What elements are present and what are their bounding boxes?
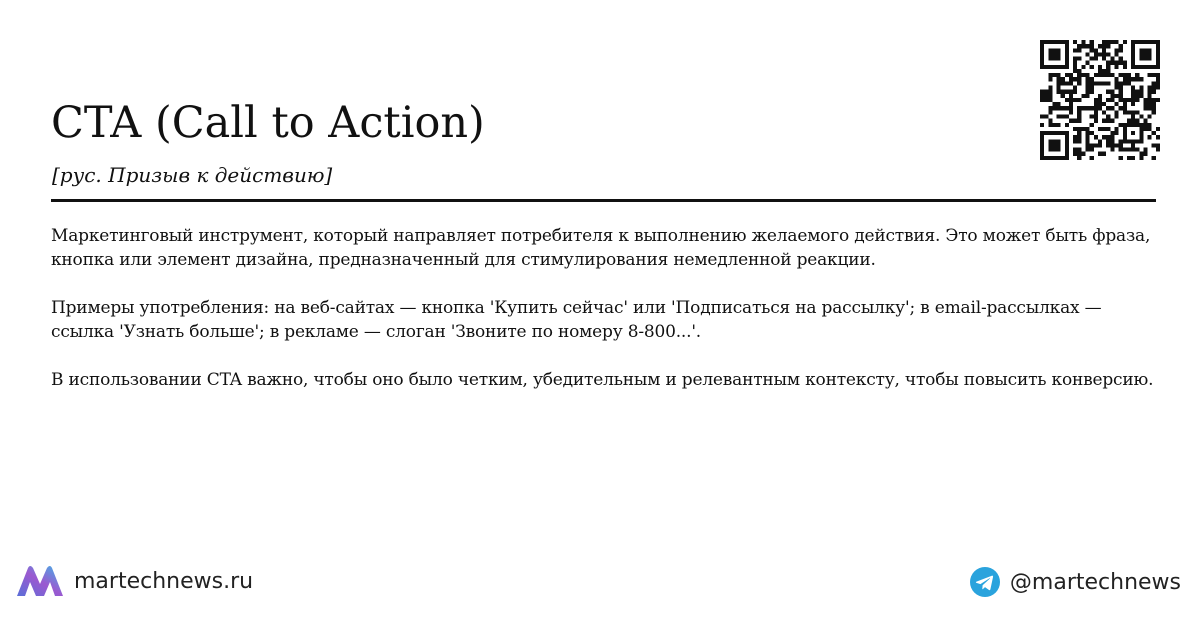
- site-name: martechnews.ru: [74, 568, 254, 594]
- telegram-handle: @martechnews: [1009, 569, 1181, 595]
- martechnews-logo-icon: [15, 564, 65, 598]
- examples-paragraph: Примеры употребления: на веб-сайтах — кнопка 'Купить сейчас' или 'Подписаться на рассылку'; в email-рассылках — ссылка 'Узнать больше'; в рекламе — слоган 'Звоните по номеру 8-800...'.: [51, 298, 1102, 342]
- telegram-link[interactable]: [970, 565, 1181, 599]
- title-divider: [51, 199, 1156, 202]
- site-link[interactable]: [15, 563, 253, 599]
- telegram-icon: [970, 567, 1000, 597]
- usage-paragraph: В использовании CTA важно, чтобы оно было четким, убедительным и релевантным контексту, чтобы повысить конверсию.: [51, 370, 1154, 390]
- term-title: CTA (Call to Action): [51, 98, 485, 148]
- definition-paragraph: Маркетинговый инструмент, который направляет потребителя к выполнению желаемого действия. Это может быть фраза, кнопка или элемент дизайна, предназначенный для стимулирования немедленной реакции.: [51, 226, 1151, 270]
- definition-body: [51, 224, 1161, 416]
- term-translation: [рус. Призыв к действию]: [52, 163, 333, 187]
- qr-code-icon: [1040, 40, 1160, 160]
